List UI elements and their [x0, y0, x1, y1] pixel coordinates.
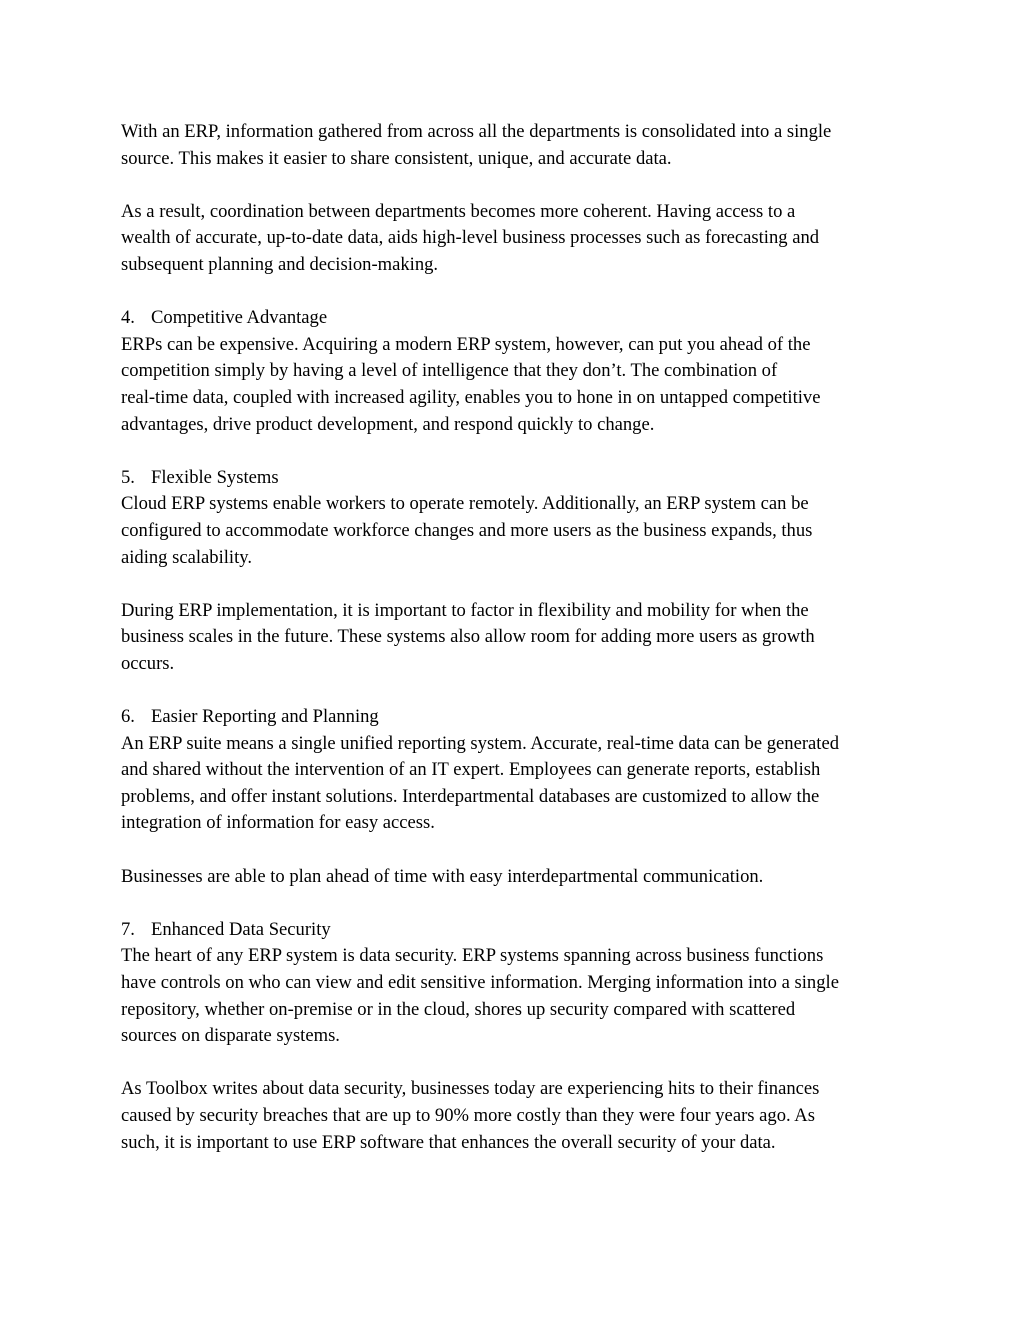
section-number: 4.	[121, 307, 135, 329]
section-title: Easier Reporting and Planning	[151, 706, 379, 728]
section-data-security	[121, 917, 911, 1050]
section-title: Enhanced Data Security	[151, 918, 331, 940]
section-paragraph: ERPs can be expensive. Acquiring a modern ERP system, however, can put you ahead of the competition simply by having a level of intelligence that they don’t. The combination of real-time data, coupled with increased agility, enables you to hone in on untapped competitive advantages, drive product development, and respond quickly to change.	[121, 333, 821, 435]
section-title: Flexible Systems	[151, 466, 279, 488]
section-paragraph: Businesses are able to plan ahead of time with easy interdepartmental communication.	[121, 865, 764, 887]
section-title: Competitive Advantage	[151, 307, 328, 329]
intro-paragraph-2: As a result, coordination between departments becomes more coherent. Having access to a wealth of accurate, up-to-date data, aids high-level business processes such as forecasting and subsequent planning and decision-making.	[121, 200, 820, 275]
section-paragraph: Cloud ERP systems enable workers to operate remotely. Additionally, an ERP system can be configured to accommodate workforce changes and more users as the business expands, thus aiding scalability.	[121, 493, 813, 568]
section-number: 5.	[121, 466, 135, 488]
section-paragraph: An ERP suite means a single unified reporting system. Accurate, real-time data can be generated and shared without the intervention of an IT expert. Employees can generate reports, establish problems, and offer instant solutions. Interdepartmental databases are customized to allow the integration of information for easy access.	[121, 732, 840, 834]
section-easier-reporting	[121, 704, 911, 837]
section-flexible-systems	[121, 465, 911, 571]
section-heading	[121, 305, 911, 332]
section-paragraph: During ERP implementation, it is important to factor in flexibility and mobility for when the business scales in the future. These systems also allow room for adding more users as growth occurs.	[121, 599, 815, 674]
section-paragraph: The heart of any ERP system is data security. ERP systems spanning across business functions have controls on who can view and edit sensitive information. Merging information into a single repository, whether on-premise or in the cloud, shores up security compared with scattered sources on disparate systems.	[121, 945, 839, 1047]
section-competitive-advantage	[121, 305, 911, 438]
section-number: 6.	[121, 706, 135, 728]
section-paragraph: As Toolbox writes about data security, businesses today are experiencing hits to their finances caused by security breaches that are up to 90% more costly than they were four years ago. As such, it is important to use ERP software that enhances the overall security of your data.	[121, 1078, 820, 1153]
intro-paragraph-1: With an ERP, information gathered from across all the departments is consolidated into a single source. This makes it easier to share consistent, unique, and accurate data.	[121, 121, 832, 169]
section-heading	[121, 704, 911, 731]
section-heading	[121, 917, 911, 944]
section-number: 7.	[121, 918, 135, 940]
document-body	[121, 119, 911, 1183]
section-heading	[121, 465, 911, 492]
